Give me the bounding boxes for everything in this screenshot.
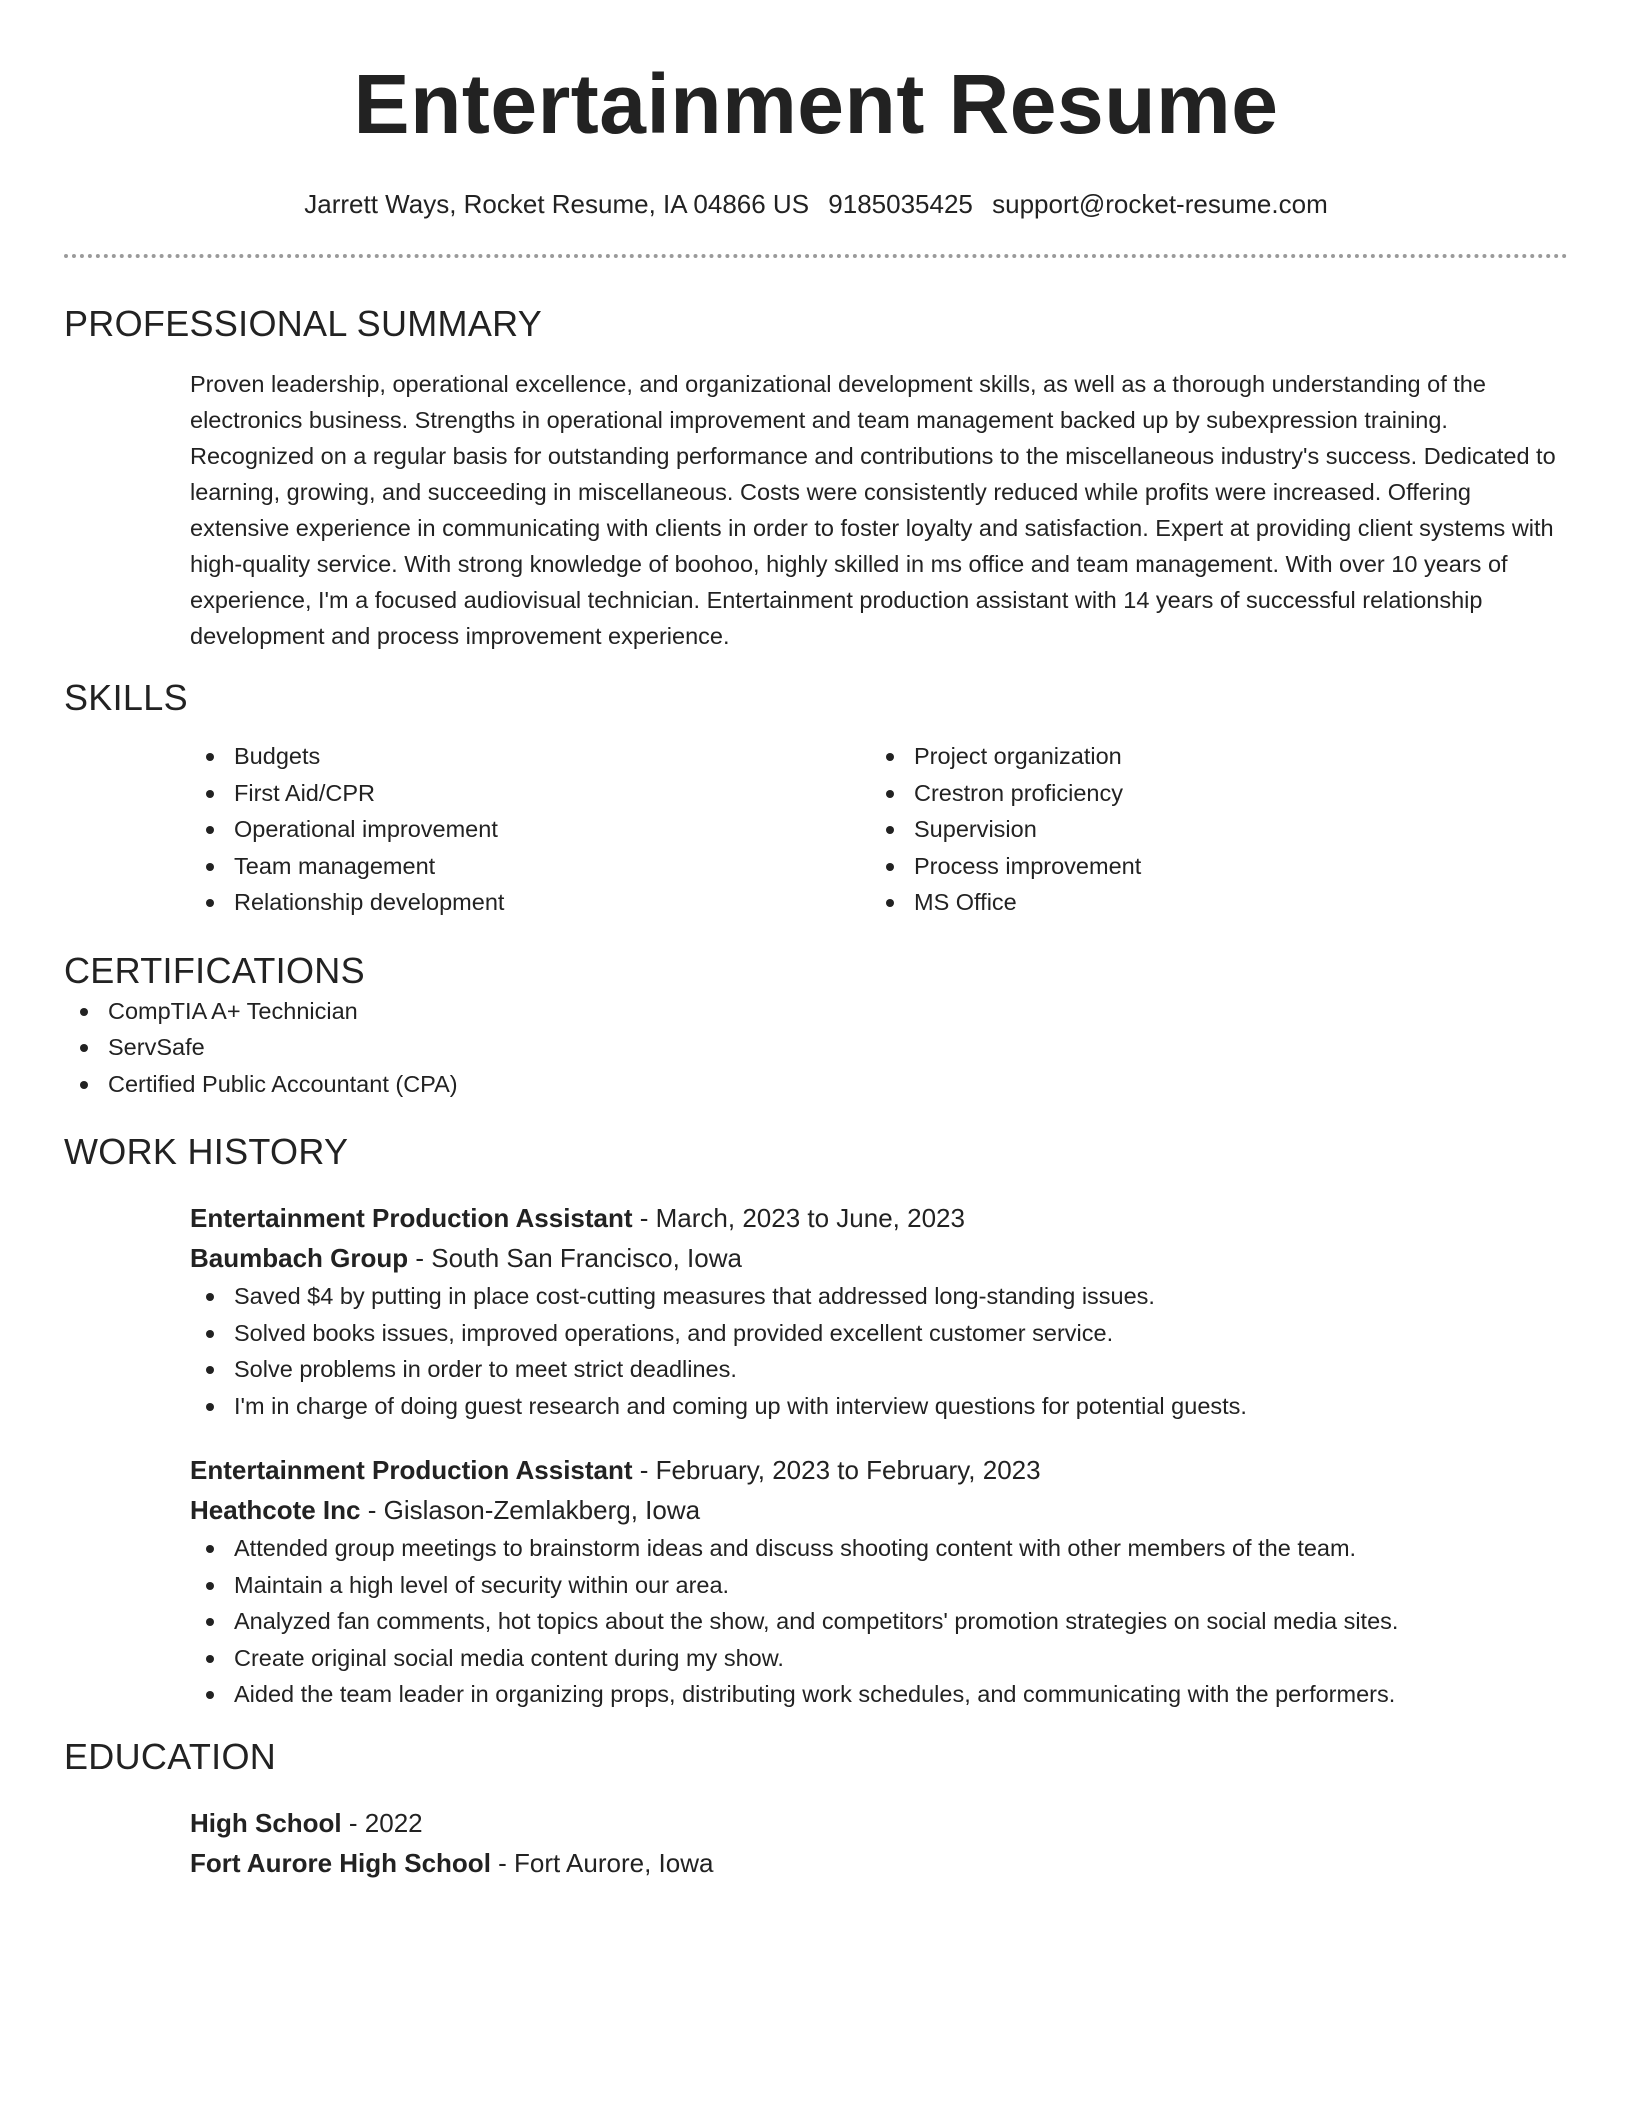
job-duty: Attended group meetings to brainstorm ideas and discuss shooting content with other members of the team. (190, 1530, 1568, 1567)
education-location: - Fort Aurore, Iowa (490, 1847, 714, 1878)
resume-title: Entertainment Resume (353, 57, 1279, 151)
skills-column-left (190, 738, 870, 921)
job-duty: Aided the team leader in organizing props, distributing work schedules, and communicating with the performers. (190, 1676, 1568, 1713)
header-divider (64, 254, 1568, 258)
job-entry (190, 1198, 1568, 1424)
job-position: Entertainment Production Assistant (190, 1203, 633, 1233)
job-location: - South San Francisco, Iowa (408, 1243, 742, 1273)
contact-address: Jarrett Ways, Rocket Resume, IA 04866 US (304, 189, 810, 219)
education-section (64, 1735, 1568, 1883)
job-entry (190, 1450, 1568, 1713)
job-duty: Create original social media content during my show. (190, 1640, 1568, 1677)
skill-item: Crestron proficiency (870, 775, 1550, 812)
skill-item: Relationship development (190, 884, 870, 921)
certification-item: Certified Public Accountant (CPA) (64, 1066, 1568, 1103)
certification-item: ServSafe (64, 1029, 1568, 1066)
job-position: Entertainment Production Assistant (190, 1455, 633, 1485)
education-year: - 2022 (341, 1807, 423, 1838)
job-company: Heathcote Inc (190, 1495, 361, 1525)
work-history-heading: WORK HISTORY (64, 1131, 349, 1172)
job-dates: - February, 2023 to February, 2023 (632, 1455, 1041, 1485)
skill-item: Team management (190, 848, 870, 885)
education-heading: EDUCATION (64, 1735, 277, 1777)
job-company-line (190, 1238, 1568, 1278)
certifications-list (64, 993, 1568, 1103)
education-school: Fort Aurore High School (190, 1847, 491, 1878)
education-entry (190, 1803, 1568, 1883)
job-duty: Solved books issues, improved operations, and provided excellent customer service. (190, 1315, 1568, 1352)
contact-phone: 9185035425 (828, 189, 973, 219)
education-degree: High School (190, 1807, 342, 1838)
job-duty: Saved $4 by putting in place cost-cutting measures that addressed long-standing issues. (190, 1278, 1568, 1315)
skills-column-right (870, 738, 1550, 921)
certifications-section (64, 949, 1568, 1103)
skill-item: First Aid/CPR (190, 775, 870, 812)
summary-heading: PROFESSIONAL SUMMARY (64, 303, 543, 344)
job-title-line (190, 1198, 1568, 1238)
certifications-heading: CERTIFICATIONS (64, 949, 365, 991)
job-title-line (190, 1450, 1568, 1490)
skill-item: Budgets (190, 738, 870, 775)
job-location: - Gislason-Zemlakberg, Iowa (360, 1495, 701, 1525)
certification-item: CompTIA A+ Technician (64, 993, 1568, 1030)
skill-item: Supervision (870, 811, 1550, 848)
education-school-line (190, 1843, 1568, 1883)
job-duty: Analyzed fan comments, hot topics about the show, and competitors' promotion strategies on social media sites. (190, 1603, 1568, 1640)
job-company-line (190, 1490, 1568, 1530)
job-duty: Solve problems in order to meet strict deadlines. (190, 1351, 1568, 1388)
job-duty: I'm in charge of doing guest research and coming up with interview questions for potential guests. (190, 1388, 1568, 1425)
job-dates: - March, 2023 to June, 2023 (632, 1203, 965, 1233)
job-duty: Maintain a high level of security within our area. (190, 1567, 1568, 1604)
skills-section (64, 676, 1568, 921)
contact-email: support@rocket-resume.com (992, 189, 1328, 219)
skills-grid (190, 738, 1568, 921)
skill-item: Project organization (870, 738, 1550, 775)
skill-item: MS Office (870, 884, 1550, 921)
education-degree-line (190, 1803, 1568, 1843)
contact-line (64, 188, 1568, 220)
work-history-section (64, 1130, 1568, 1713)
job-duties-list (64, 1278, 1568, 1424)
summary-section (64, 302, 1568, 654)
skills-heading: SKILLS (64, 677, 188, 718)
summary-text: Proven leadership, operational excellence, and organizational development skills, as well as a thorough understanding of the electronics business. Strengths in operational improvement and team management backed up by subexpression training. Recognized on a regular basis for outstanding performance and contributions to the miscellaneous industry's success. Dedicated to learning, growing, and succeeding in miscellaneous. Costs were consistently reduced while profits were increased. Offering extensive experience in communicating with clients in order to foster loyalty and satisfaction. Expert at providing client systems with high-quality service. With strong knowledge of boohoo, highly skilled in ms office and team management. With over 10 years of experience, I'm a focused audiovisual technician. Entertainment production assistant with 14 years of successful relationship development and process improvement experience. (190, 371, 1556, 649)
skill-item: Operational improvement (190, 811, 870, 848)
skill-item: Process improvement (870, 848, 1550, 885)
job-company: Baumbach Group (190, 1243, 409, 1273)
job-duties-list (64, 1530, 1568, 1713)
resume-page (64, 0, 1568, 1883)
